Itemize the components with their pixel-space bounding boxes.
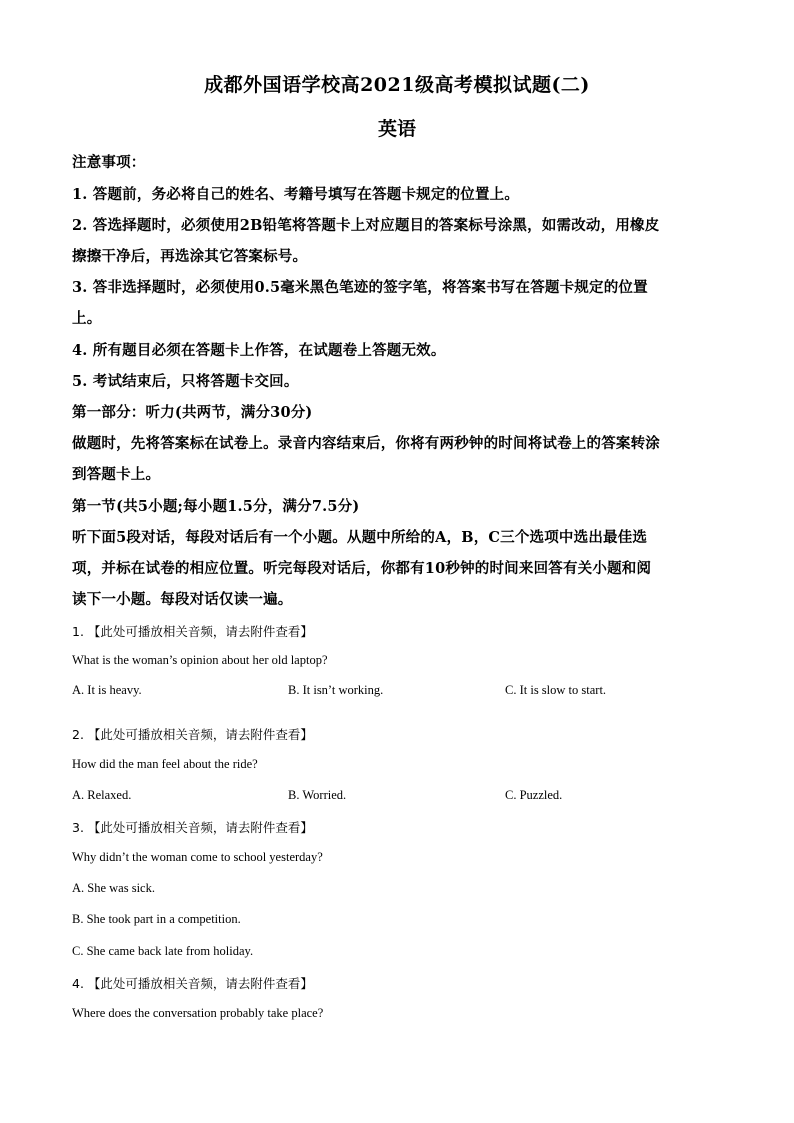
section1-heading: 第一节(共5小题;每小题1.5分，满分7.5分) [72,498,360,515]
question-3-option-b: B. She took part in a competition. [72,912,241,926]
part1-instruction-cont: 到答题卡上。 [72,466,161,483]
notes-item-2-cont: 擦擦干净后，再选涂其它答案标号。 [72,248,308,265]
notes-item-1: 1. 答题前，务必将自己的姓名、考籍号填写在答题卡规定的位置上。 [72,186,520,203]
notes-heading: 注意事项： [72,154,146,171]
notes-item-4: 4. 所有题目必须在答题卡上作答，在试题卷上答题无效。 [72,342,446,359]
section1-instruction-cont: 项，并标在试卷的相应位置。听完每段对话后，你都有10秒钟的时间来回答有关小题和阅 [72,560,652,577]
part1-heading: 第一部分：听力(共两节，满分30分) [72,404,313,421]
section1-instruction-cont2: 读下一小题。每段对话仅读一遍。 [72,591,293,608]
question-1-option-b: B. It isn’t working. [288,683,384,697]
notes-item-2: 2. 答选择题时，必须使用2B铅笔将答题卡上对应题目的答案标号涂黑，如需改动，用橡皮 [72,217,660,234]
question-4-audio-note: 4. 【此处可播放相关音频，请去附件查看】 [72,976,313,991]
section1-instruction: 听下面5段对话，每段对话后有一个小题。从题中所给的A，B，C三个选项中选出最佳选 [72,529,648,546]
question-3-text: Why didn’t the woman come to school yesterday? [72,850,323,864]
question-2-audio-note: 2. 【此处可播放相关音频，请去附件查看】 [72,727,313,742]
question-3-option-a: A. She was sick. [72,881,155,895]
question-2-option-a: A. Relaxed. [72,788,132,802]
question-3-audio-note: 3. 【此处可播放相关音频，请去附件查看】 [72,820,313,835]
part1-instruction: 做题时，先将答案标在试卷上。录音内容结束后，你将有两秒钟的时间将试卷上的答案转涂 [72,435,660,452]
subject-title: 英语 [377,118,416,140]
question-1-audio-note: 1. 【此处可播放相关音频，请去附件查看】 [72,624,313,639]
question-3-option-c: C. She came back late from holiday. [72,944,254,958]
question-2-option-b: B. Worried. [288,788,347,802]
question-2-option-c: C. Puzzled. [505,788,563,802]
question-1-option-c: C. It is slow to start. [505,683,607,697]
question-1-option-a: A. It is heavy. [72,683,142,697]
question-4-text: Where does the conversation probably take place? [72,1006,324,1020]
notes-item-3: 3. 答非选择题时，必须使用0.5毫米黑色笔迹的签字笔，将答案书写在答题卡规定的位置 [72,279,648,296]
notes-item-5: 5. 考试结束后，只将答题卡交回。 [72,373,299,390]
question-1-text: What is the woman’s opinion about her old laptop? [72,653,328,667]
notes-item-3-cont: 上。 [72,310,102,327]
exam-title: 成都外国语学校高2021级高考模拟试题(二) [204,74,590,96]
question-2-text: How did the man feel about the ride? [72,757,258,771]
